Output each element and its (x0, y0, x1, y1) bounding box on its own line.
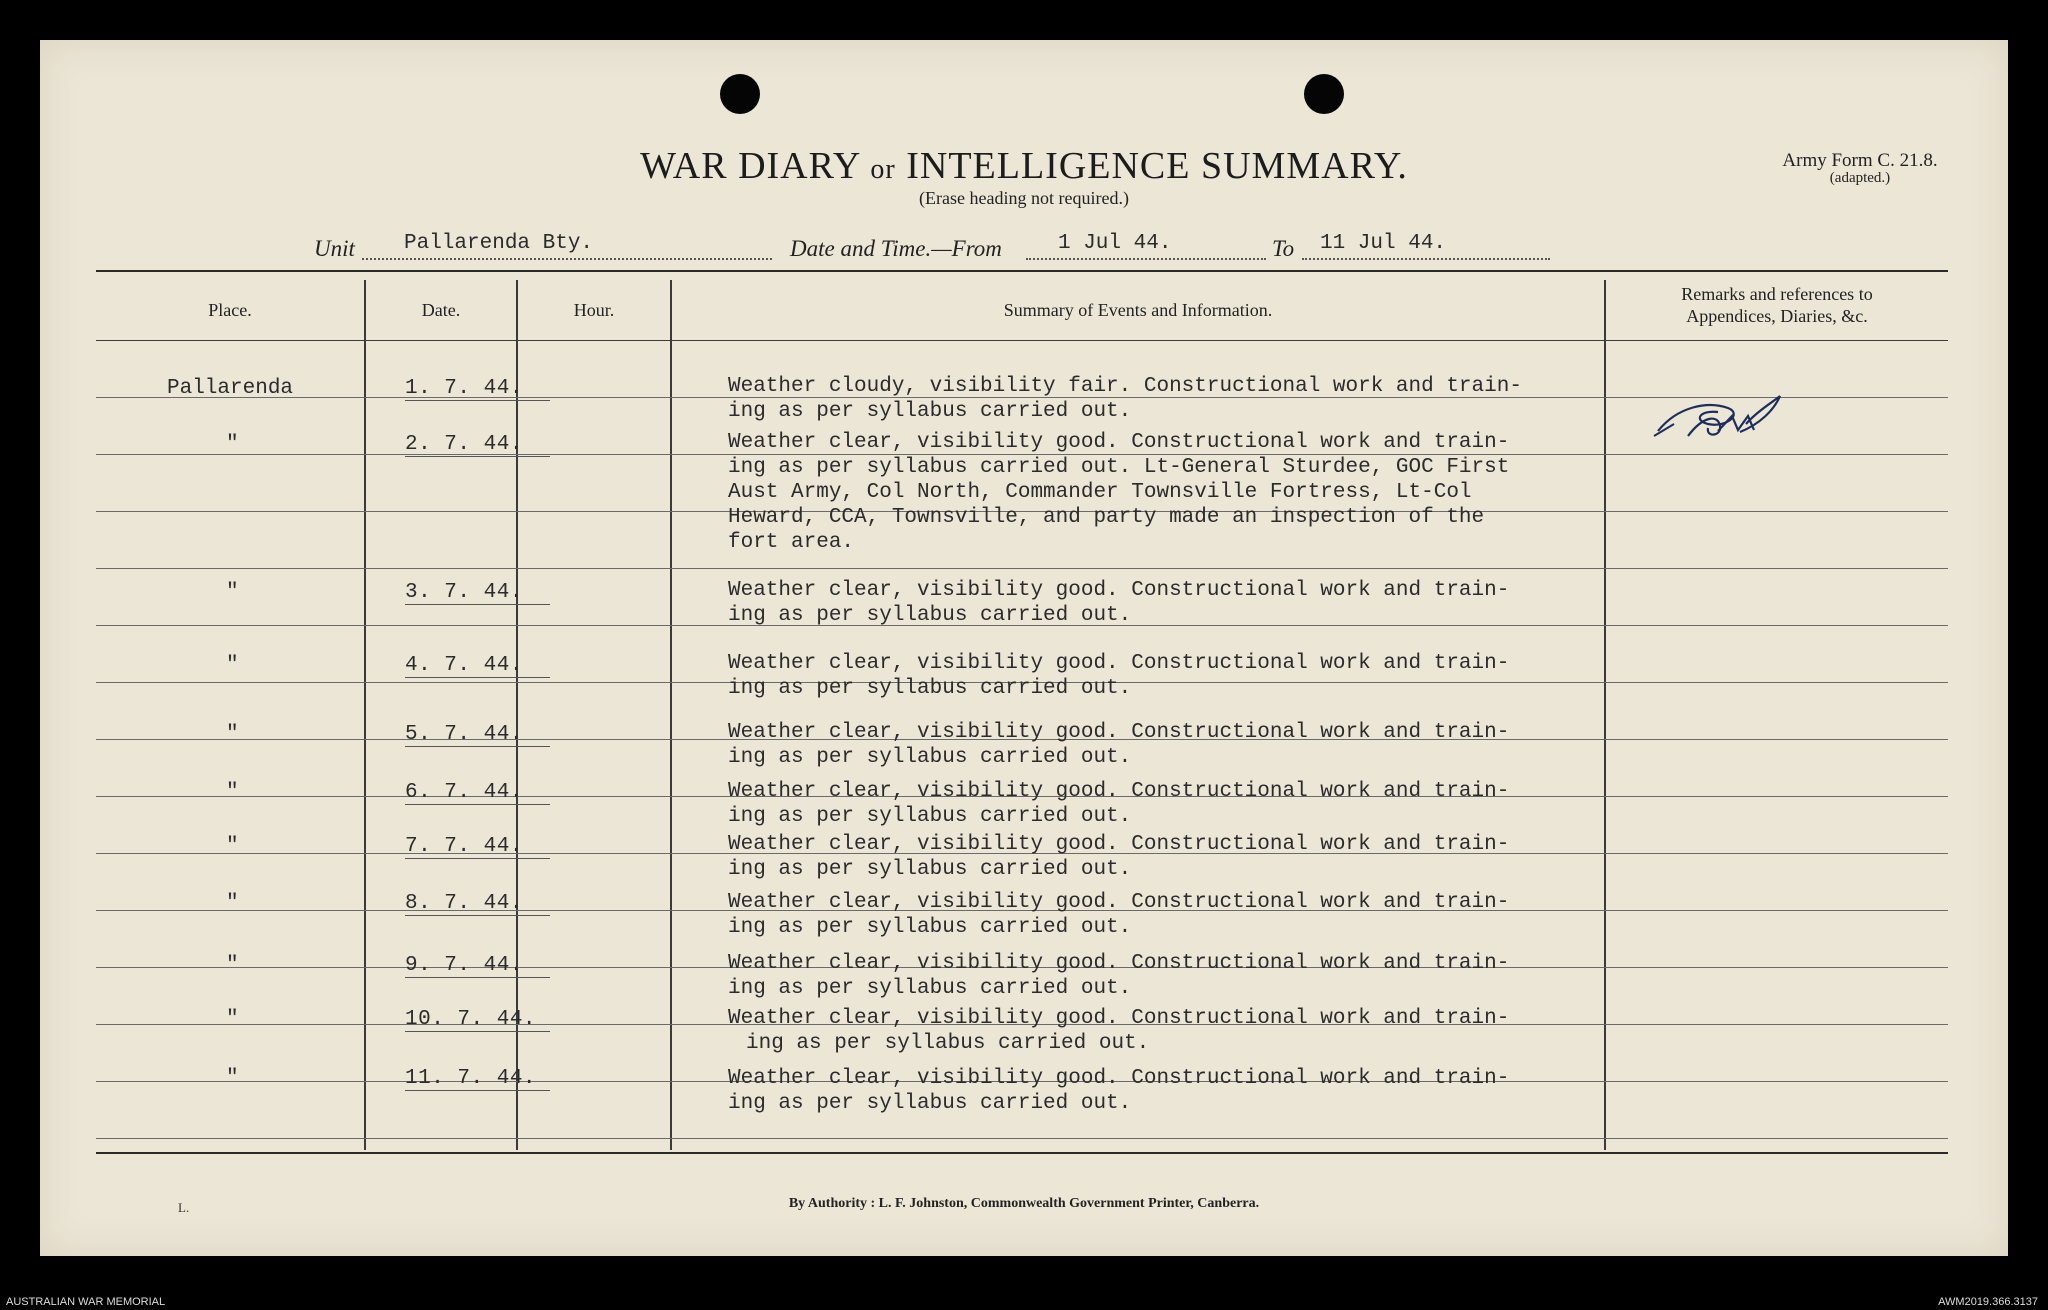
entry-10-date: 10. 7. 44. (405, 1008, 550, 1032)
entry-10-summary (728, 1006, 1509, 1056)
entry-10-place: " (226, 1008, 239, 1031)
column-header-place: Place. (208, 300, 252, 320)
summary-line: Weather cloudy, visibility fair. Constructional work and train- (728, 375, 1522, 398)
summary-line: ing as per syllabus carried out. Lt-General Sturdee, GOC First (728, 456, 1510, 479)
entry-11-place: " (226, 1067, 239, 1090)
summary-line: Weather clear, visibility good. Constructional work and train- (728, 780, 1510, 803)
summary-line: ing as per syllabus carried out. (728, 1092, 1132, 1115)
summary-line: ing as per syllabus carried out. (728, 858, 1132, 881)
entry-2-date: 2. 7. 44. (405, 433, 550, 457)
entry-1-summary (728, 374, 1522, 424)
summary-line: Weather clear, visibility good. Constructional work and train- (728, 652, 1510, 675)
entry-11-summary (708, 1066, 1509, 1116)
image-caption-left: AUSTRALIAN WAR MEMORIAL (6, 1296, 166, 1308)
entry-3-date: 3. 7. 44. (405, 581, 550, 605)
entry-6-date: 6. 7. 44. (405, 781, 550, 805)
entry-8-summary (728, 890, 1509, 940)
entry-11-date: 11. 7. 44. (405, 1067, 550, 1091)
entry-8-date: 8. 7. 44. (405, 892, 550, 916)
entry-4-summary (728, 651, 1509, 701)
summary-line: fort area. (728, 531, 855, 554)
column-divider-summary (1604, 280, 1606, 1150)
entry-5-place: " (226, 723, 239, 746)
date-to-dotted-line (1302, 258, 1550, 260)
footer-authority: By Authority : L. F. Johnston, Commonwealth Government Printer, Canberra. (788, 1196, 1260, 1211)
summary-line: ing as per syllabus carried out. (728, 746, 1132, 769)
page-subtitle: (Erase heading not required.) (919, 188, 1129, 208)
summary-line: ing as per syllabus carried out. (728, 977, 1132, 1000)
diary-page (40, 40, 2008, 1256)
column-header-summary: Summary of Events and Information. (1003, 300, 1273, 320)
title-intelligence-summary: INTELLIGENCE SUMMARY. (906, 145, 1408, 187)
summary-line: ing as per syllabus carried out. (728, 604, 1132, 627)
unit-dotted-line (362, 258, 772, 260)
form-note: (adapted.) (1829, 170, 1891, 186)
summary-line: ing as per syllabus carried out. (728, 400, 1132, 423)
entry-2-place: " (226, 433, 239, 456)
summary-line: ing as per syllabus carried out. (746, 1032, 1150, 1055)
column-divider-place (364, 280, 366, 1150)
summary-line: ing as per syllabus carried out. (728, 805, 1132, 828)
entry-6-place: " (226, 781, 239, 804)
summary-line: Weather clear, visibility good. Constructional work and train- (728, 1007, 1510, 1030)
column-header-date: Date. (421, 300, 461, 320)
ruled-line (96, 1138, 1948, 1139)
remarks-header-line1: Remarks and references to (1681, 284, 1873, 304)
entry-5-date: 5. 7. 44. (405, 723, 550, 747)
entry-3-summary (728, 578, 1509, 628)
page-title (40, 144, 2008, 188)
date-from-dotted-line (1026, 258, 1266, 260)
date-to-label: To (1272, 236, 1295, 261)
entry-4-place: " (226, 654, 239, 677)
form-number: Army Form C. 21.8. (1782, 150, 1938, 171)
entry-1-date: 1. 7. 44. (405, 377, 550, 401)
entry-6-summary (728, 779, 1509, 829)
entry-1-place: Pallarenda (167, 377, 294, 400)
ruled-line (96, 568, 1948, 569)
handwritten-initials-signature (1648, 386, 1788, 456)
date-to-value: 11 Jul 44. (1320, 232, 1447, 255)
unit-value: Pallarenda Bty. (404, 232, 594, 255)
summary-line: Heward, CCA, Townsville, and party made an inspection of the (728, 506, 1485, 529)
entry-5-summary (728, 720, 1509, 770)
summary-line: Weather clear, visibility good. Constructional work and train- (728, 721, 1510, 744)
summary-line: Weather clear, visibility good. Constructional work and train- (728, 952, 1510, 975)
entry-3-place: " (226, 581, 239, 604)
column-divider-hour (670, 280, 672, 1150)
table-top-rule (96, 270, 1948, 272)
date-from-label: Date and Time.—From (790, 236, 1002, 261)
footer-left-mark: L. (178, 1200, 190, 1215)
entry-9-date: 9. 7. 44. (405, 954, 550, 978)
entry-4-date: 4. 7. 44. (405, 654, 550, 678)
form-reference (1740, 150, 1980, 187)
remarks-header-line2: Appendices, Diaries, &c. (1686, 306, 1868, 326)
summary-line: Weather clear, visibility good. Constructional work and train- (728, 579, 1510, 602)
entry-7-date: 7. 7. 44. (405, 835, 550, 859)
header-bottom-rule (96, 340, 1948, 341)
summary-line: ing as per syllabus carried out. (728, 677, 1132, 700)
summary-line: Weather clear, visibility good. Constructional work and train- (728, 833, 1510, 856)
entry-9-summary (728, 951, 1509, 1001)
summary-line: Weather clear, visibility good. Constructional work and train- (728, 1067, 1510, 1090)
column-header-hour: Hour. (573, 300, 615, 320)
table-bottom-rule (96, 1152, 1948, 1154)
summary-line: ing as per syllabus carried out. (728, 916, 1132, 939)
unit-label: Unit (314, 236, 355, 261)
summary-line: Weather clear, visibility good. Constructional work and train- (728, 891, 1510, 914)
punch-hole-right (1304, 74, 1344, 114)
entry-7-place: " (226, 835, 239, 858)
entry-7-summary (728, 832, 1509, 882)
title-war-diary: WAR DIARY (640, 145, 860, 187)
entry-2-summary (728, 430, 1509, 555)
entry-9-place: " (226, 954, 239, 977)
title-or: or (870, 154, 896, 185)
entry-8-place: " (226, 892, 239, 915)
summary-line: Weather clear, visibility good. Constructional work and train- (728, 431, 1510, 454)
punch-hole-left (720, 74, 760, 114)
summary-line: Aust Army, Col North, Commander Townsville Fortress, Lt-Col (728, 481, 1472, 504)
date-from-value: 1 Jul 44. (1058, 232, 1172, 255)
image-caption-right: AWM2019.366.3137 (1938, 1296, 2038, 1308)
column-header-remarks (1606, 283, 1948, 327)
